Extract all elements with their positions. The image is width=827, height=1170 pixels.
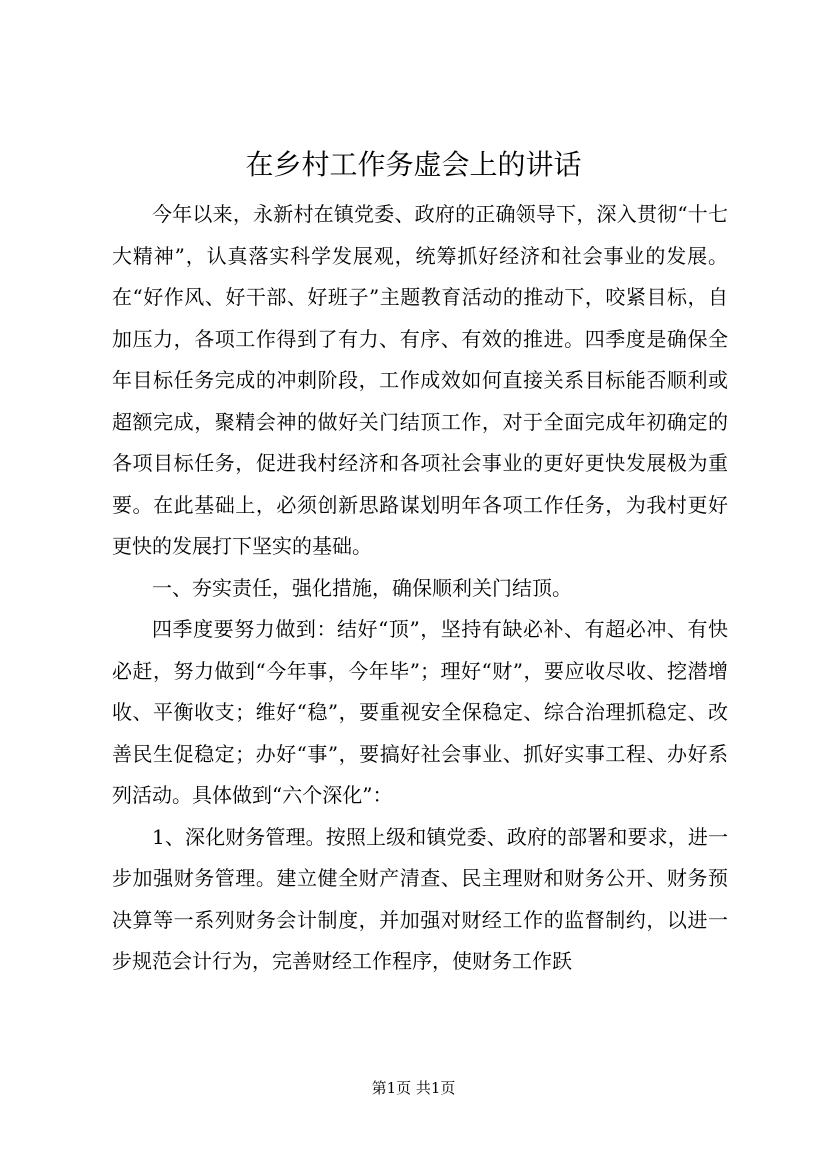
paragraph-intro: 今年以来，永新村在镇党委、政府的正确领导下，深入贯彻“十七大精神”，认真落实科学发展观，统筹抓好经济和社会事业的发展。在“好作风、好干部、好班子”主题教育活动的推动下，咬紧目标，自加压力，各项工作得到了有力、有序、有效的推进。四季度是确保全年目标任务完成的冲刺阶段，工作成效如何直接关系目标能否顺利或超额完成，聚精会神的做好关门结顶工作，对于全面完成年初确定的各项目标任务，促进我村经济和各项社会事业的更好更快发展极为重要。在此基础上，必须创新思路谋划明年各项工作任务，为我村更好更快的发展打下坚实的基础。 <box>112 202 728 558</box>
page-footer: 第1页 共1页 <box>371 1079 456 1097</box>
paragraph-finance: 1、深化财务管理。按照上级和镇党委、政府的部署和要求，进一步加强财务管理。建立健全财产清查、民主理财和财务公开、财务预决算等一系列财务会计制度，并加强对财经工作的监督制约，以进一步规范会计行为，完善财经工作程序，使财务工作跃 <box>112 824 728 973</box>
document-body <box>112 194 728 983</box>
document-title: 在乡村工作务虚会上的讲话 <box>245 148 582 181</box>
paragraph-q4-goals: 四季度要努力做到：结好“顶”，坚持有缺必补、有超必冲、有快必赶，努力做到“今年事，今年毕”；理好“财”，要应收尽收、挖潜增收、平衡收支；维好“稳”，要重视安全保稳定、综合治理抓稳定、改善民生促稳定；办好“事”，要搞好社会事业、抓好实事工程、办好系列活动。具体做到“六个深化”： <box>112 617 728 807</box>
section-heading-1: 一、夯实责任，强化措施，确保顺利关门结顶。 <box>152 575 572 600</box>
